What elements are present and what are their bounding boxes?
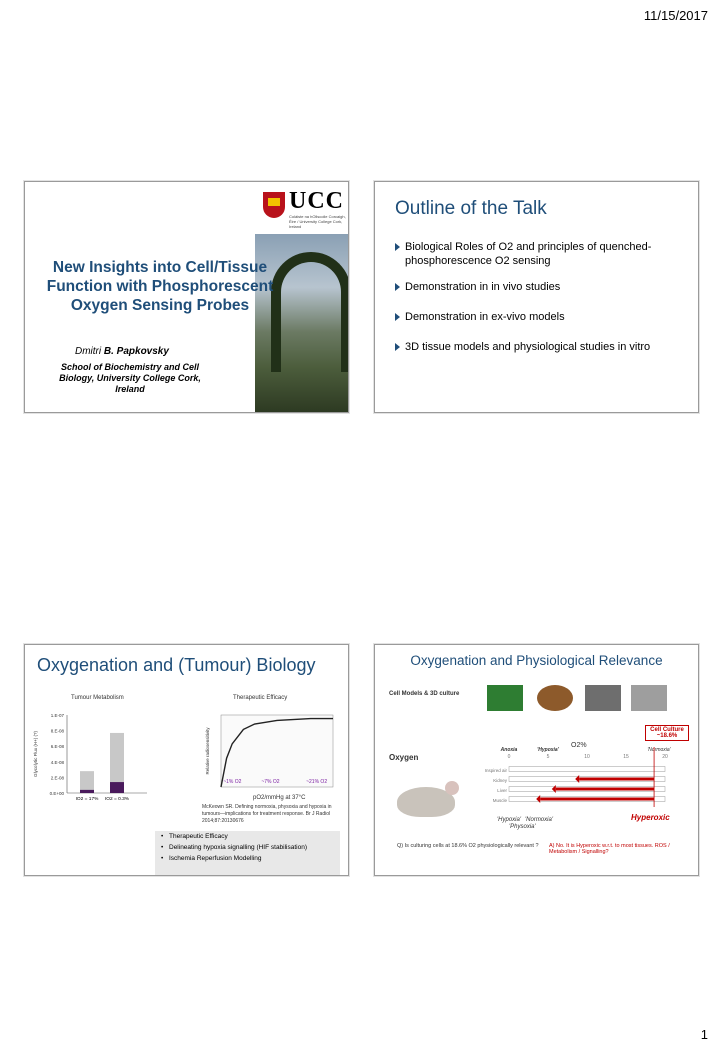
bottom-label-hypoxia: 'Hypoxia' bbox=[497, 817, 521, 823]
axis-tick: 20 bbox=[662, 754, 668, 760]
y-tick-label: 8.E-08 bbox=[50, 728, 64, 734]
page-number: 1 bbox=[700, 1027, 708, 1042]
affiliation: School of Biochemistry and Cell Biology, University College Cork, Ireland bbox=[59, 362, 201, 394]
tumour-bullet: • Ischemia Reperfusion Modelling bbox=[155, 853, 340, 864]
plot-area bbox=[221, 715, 333, 787]
axis-tick: 0 bbox=[507, 754, 511, 760]
arrow-head-icon bbox=[575, 775, 579, 783]
reference-text: McKeown SR. Defining normoxia, physoxia and hypoxia in tumours—implications for treatment response. Br J Radiol 2014;87:20130676 bbox=[202, 804, 332, 824]
y-tick-label: 6.E-08 bbox=[50, 744, 64, 750]
slide-title bbox=[24, 181, 349, 413]
triangle-bullet-icon bbox=[395, 283, 400, 291]
cell-culture-label: Cell Culture ~18.6% bbox=[645, 725, 689, 741]
tumour-bullet-box bbox=[155, 831, 340, 875]
tissue-label: Inspired air bbox=[485, 768, 507, 773]
bar-total bbox=[80, 771, 94, 793]
outline-bullet: Demonstration in ex-vivo models bbox=[395, 310, 695, 324]
outline-bullet: 3D tissue models and physiological studies in vitro bbox=[395, 340, 695, 354]
bar-base bbox=[110, 782, 124, 793]
y-tick-label: 1.E-07 bbox=[50, 713, 64, 718]
hyperoxic-label: Hyperoxic bbox=[631, 813, 670, 822]
bottom-label-physoxia: 'Physoxia' bbox=[509, 824, 536, 830]
arrow-head-icon bbox=[536, 795, 540, 803]
outline-bullet: Biological Roles of O2 and principles of quenched-phosphorescence O2 sensing bbox=[395, 240, 695, 268]
chart2-title: Therapeutic Efficacy bbox=[233, 695, 288, 701]
tissue-bar bbox=[509, 767, 665, 772]
axis-tick: 5 bbox=[546, 754, 550, 760]
ucc-logo: UCC bbox=[289, 188, 344, 214]
bottom-label-normoxia: 'Normoxia' bbox=[525, 817, 553, 823]
relevance-title: Oxygenation and Physiological Relevance bbox=[410, 653, 663, 668]
therapeutic-efficacy-chart bbox=[201, 707, 341, 807]
tumour-slide-title: Oxygenation and (Tumour) Biology bbox=[37, 655, 316, 675]
cell-models-label: Cell Models & 3D culture bbox=[389, 691, 460, 697]
mouse-image bbox=[397, 787, 455, 817]
author bbox=[75, 346, 169, 357]
bar-base bbox=[80, 790, 94, 793]
talk-title: New Insights into Cell/Tissue Function with Phosphorescent Oxygen Sensing Probes bbox=[46, 259, 274, 314]
slide-tumour-biology bbox=[24, 644, 349, 876]
tissue-label: Kidney bbox=[493, 778, 507, 783]
question-text: Q) Is culturing cells at 18.6% O2 physiologically relevant ? bbox=[397, 843, 539, 849]
triangle-bullet-icon bbox=[395, 343, 400, 351]
tissue-label: Liver bbox=[497, 788, 507, 793]
cell-culture-image bbox=[487, 685, 523, 711]
oxygen-annotation: ~21% O2 bbox=[306, 779, 328, 785]
tumour-bullet: • Delineating hypoxia signalling (HIF stabilisation) bbox=[155, 842, 340, 853]
outline-title: Outline of the Talk bbox=[395, 198, 547, 219]
triangle-bullet-icon bbox=[395, 313, 400, 321]
archway-shape bbox=[271, 252, 349, 372]
y-tick-label: 0.E+00 bbox=[49, 791, 64, 796]
chart1-title: Tumour Metabolism bbox=[71, 695, 124, 701]
y-tick-label: 2.E-08 bbox=[50, 775, 64, 781]
y-axis-label: Relative radiosensitivity bbox=[205, 727, 210, 775]
ucc-logo-subtitle: Coláiste na hOllscoile Corcaigh, Éire / University College Cork, Ireland bbox=[289, 214, 346, 229]
slide-physiological-relevance bbox=[374, 644, 699, 876]
axis-category: 'Normoxia' bbox=[647, 747, 671, 753]
oxygen-label: Oxygen bbox=[389, 753, 419, 762]
answer-text: A) No. It is Hyperoxic w.r.t. to most tissues. ROS / Metabolism / Signalling? bbox=[549, 843, 670, 855]
y-axis-label: Glycolytic Flux (H+) (?) bbox=[33, 731, 38, 777]
tissue-label: Muscle bbox=[492, 798, 507, 803]
oxygen-annotation: ~7% O2 bbox=[261, 779, 280, 785]
triangle-bullet-icon bbox=[395, 243, 400, 251]
chart2-xlabel: pO2/mmHg at 37°C bbox=[253, 795, 306, 801]
matrix-image bbox=[631, 685, 667, 711]
slide-outline bbox=[374, 181, 699, 413]
axis-tick: 15 bbox=[623, 754, 629, 760]
x-tick-label: IO2 = 0.3% bbox=[104, 797, 130, 802]
axis-tick: 10 bbox=[584, 754, 590, 760]
outline-bullet: Demonstration in in vivo studies bbox=[395, 280, 695, 294]
author-first: Dmitri bbox=[75, 346, 102, 357]
axis-category: Anoxia bbox=[500, 747, 518, 753]
header-date: 11/15/2017 bbox=[643, 8, 708, 23]
scaffold-image bbox=[585, 685, 621, 711]
tumour-bullet: • Therapeutic Efficacy bbox=[155, 831, 340, 842]
arrow-head-icon bbox=[552, 785, 556, 793]
spheroid-image bbox=[537, 685, 573, 711]
o2-unit-label: O2% bbox=[571, 742, 587, 749]
y-tick-label: 4.E-08 bbox=[50, 759, 64, 765]
oxygen-annotation: ~1% O2 bbox=[223, 779, 242, 785]
author-last: B. Papkovsky bbox=[103, 346, 169, 357]
tumour-metabolism-chart bbox=[31, 707, 151, 807]
axis-category: 'Hypoxia' bbox=[537, 747, 559, 753]
x-tick-label: IO2 = 17% bbox=[75, 797, 99, 802]
ucc-crest-icon bbox=[263, 192, 285, 218]
